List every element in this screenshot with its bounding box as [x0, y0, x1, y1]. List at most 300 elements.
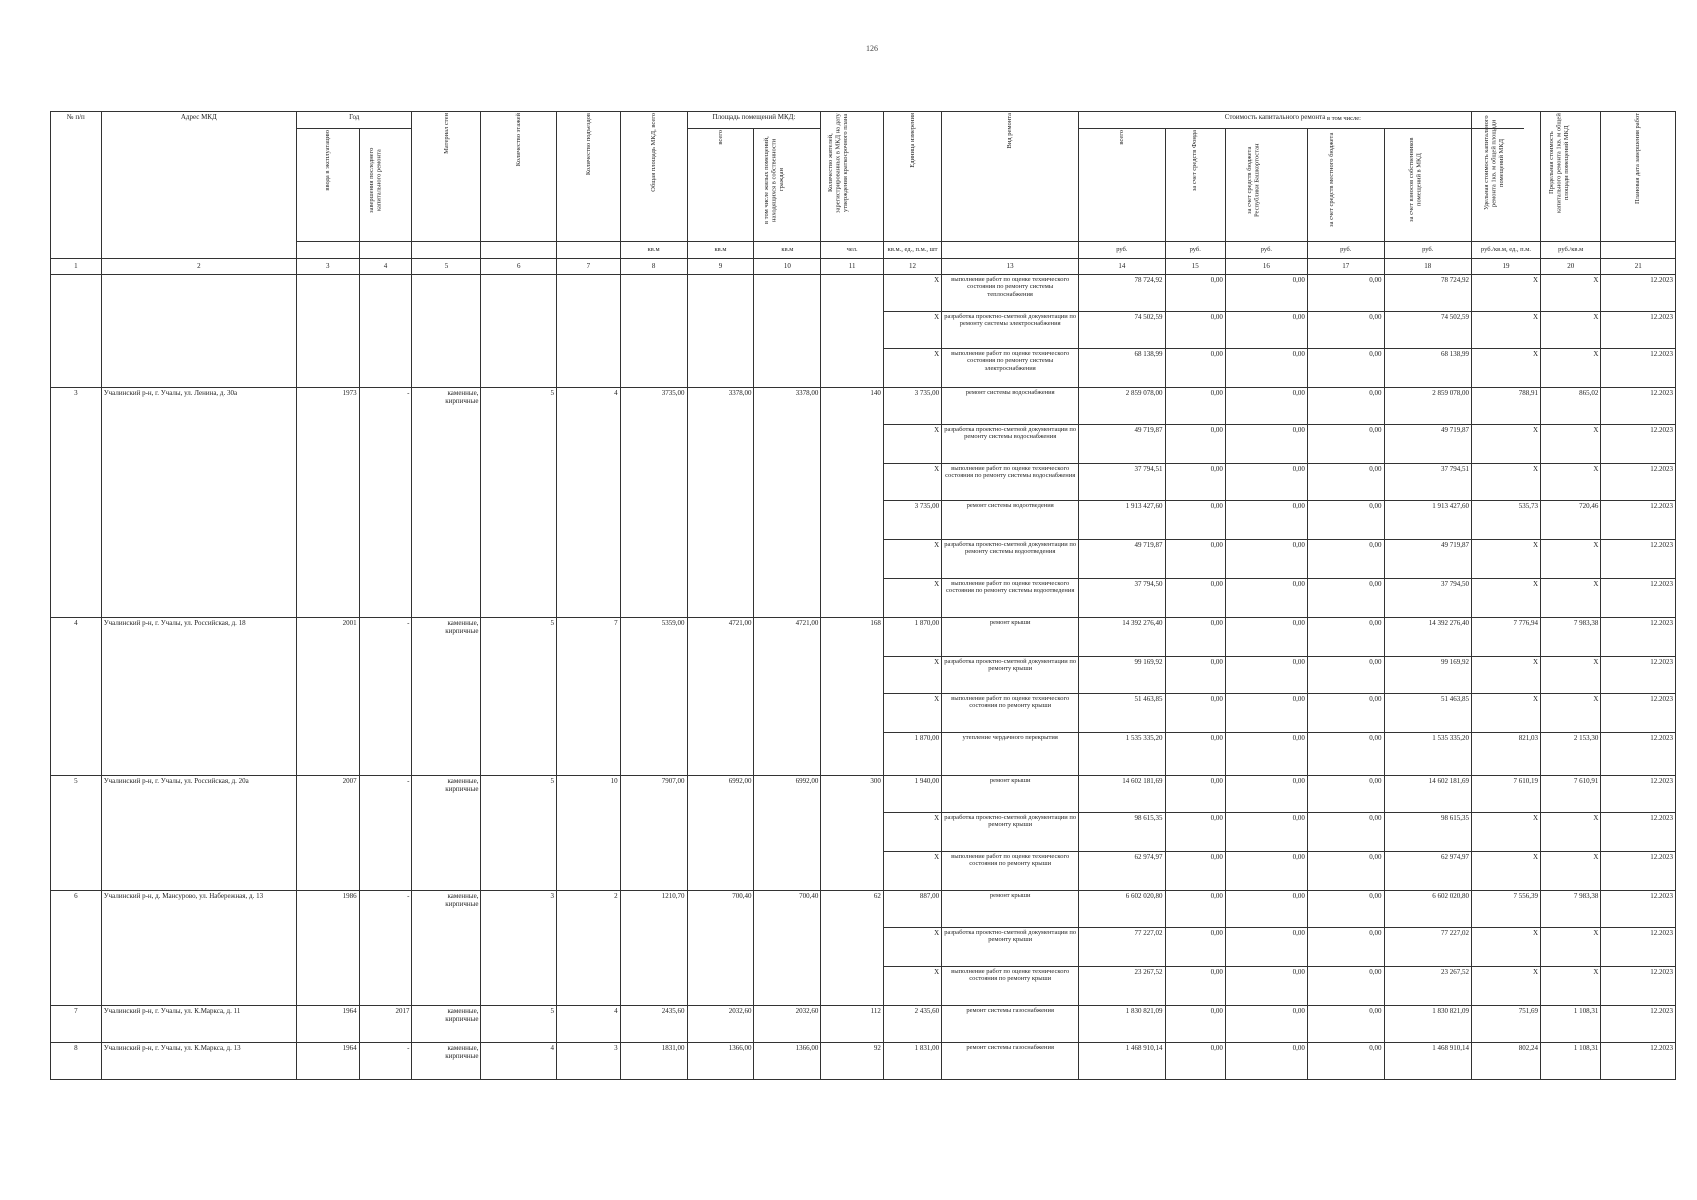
year-commission: 2001	[296, 618, 359, 776]
cost-fund: 0,00	[1165, 852, 1225, 891]
work-unit: X	[883, 349, 941, 388]
planned-date: 12.2023	[1601, 464, 1676, 501]
entrances: 4	[557, 1006, 621, 1043]
work-type: утепление чердачного перекрытия	[942, 733, 1079, 776]
residents: 62	[821, 891, 884, 1006]
limit-cost: X	[1541, 275, 1601, 312]
header-year: Год	[296, 112, 411, 129]
unit-cost: 7 556,39	[1471, 891, 1540, 928]
total-area: 3735,00	[620, 388, 687, 618]
cost-budget-local: 0,00	[1307, 657, 1384, 694]
cost-budget-rb: 0,00	[1225, 733, 1307, 776]
residents: 112	[821, 1006, 884, 1043]
unit-cell: чел.	[821, 242, 884, 259]
column-numbers-row	[51, 259, 1676, 275]
cost-total: 23 267,52	[1079, 967, 1165, 1006]
cost-fund: 0,00	[1165, 813, 1225, 852]
house-address: Учалинский р-н, г. Учалы, ул. Российская, д. 18	[101, 618, 296, 776]
capital-repair-table	[50, 111, 1676, 1080]
total-area: 7907,00	[620, 776, 687, 891]
entrances: 10	[557, 776, 621, 891]
cost-total: 1 535 335,20	[1079, 733, 1165, 776]
premises-total	[687, 275, 754, 388]
wall-material	[412, 275, 481, 388]
cost-total: 37 794,51	[1079, 464, 1165, 501]
table-row	[51, 1006, 1676, 1043]
work-type: выполнение работ по оценке технического состояния по ремонту крыши	[942, 967, 1079, 1006]
cost-budget-local: 0,00	[1307, 813, 1384, 852]
table-header	[51, 112, 1676, 275]
limit-cost: X	[1541, 694, 1601, 733]
cost-budget-rb: 0,00	[1225, 540, 1307, 579]
work-type: выполнение работ по оценке технического состояния по ремонту системы теплоснабжения	[942, 275, 1079, 312]
planned-date: 12.2023	[1601, 694, 1676, 733]
unit-cell: руб.	[1079, 242, 1165, 259]
limit-cost: X	[1541, 657, 1601, 694]
planned-date: 12.2023	[1601, 1043, 1676, 1080]
limit-cost: X	[1541, 540, 1601, 579]
cost-total: 99 169,92	[1079, 657, 1165, 694]
unit-cost: X	[1471, 694, 1540, 733]
cost-total: 62 974,97	[1079, 852, 1165, 891]
limit-cost: 7 983,38	[1541, 618, 1601, 657]
cost-fund: 0,00	[1165, 425, 1225, 464]
floors: 5	[481, 776, 557, 891]
cost-owners: 49 719,87	[1384, 540, 1471, 579]
cost-total: 1 913 427,60	[1079, 501, 1165, 540]
work-type: разработка проектно-сметной документации по ремонту системы водоотведения	[942, 540, 1079, 579]
cost-budget-local: 0,00	[1307, 891, 1384, 928]
limit-cost: X	[1541, 425, 1601, 464]
cost-budget-local: 0,00	[1307, 425, 1384, 464]
limit-cost: X	[1541, 852, 1601, 891]
work-type: разработка проектно-сметной документации по ремонту крыши	[942, 657, 1079, 694]
cost-budget-rb: 0,00	[1225, 891, 1307, 928]
residents: 168	[821, 618, 884, 776]
column-number: 6	[481, 259, 557, 275]
table-row	[51, 891, 1676, 928]
column-number: 1	[51, 259, 102, 275]
column-number: 17	[1307, 259, 1384, 275]
cost-budget-local: 0,00	[1307, 579, 1384, 618]
house-address: Учалинский р-н, г. Учалы, ул. Российская, д. 20а	[101, 776, 296, 891]
work-unit: 1 870,00	[883, 618, 941, 657]
limit-cost: X	[1541, 464, 1601, 501]
floors: 4	[481, 1043, 557, 1080]
column-number: 7	[557, 259, 621, 275]
cost-total: 2 859 078,00	[1079, 388, 1165, 425]
planned-date: 12.2023	[1601, 349, 1676, 388]
cost-total: 1 830 821,09	[1079, 1006, 1165, 1043]
planned-date: 12.2023	[1601, 967, 1676, 1006]
premises-total: 2032,60	[687, 1006, 754, 1043]
cost-budget-rb: 0,00	[1225, 349, 1307, 388]
work-type: разработка проектно-сметной документации по ремонту крыши	[942, 813, 1079, 852]
unit-cell: руб./кв.м, ед., п.м.	[1471, 242, 1540, 259]
house-num: 7	[51, 1006, 102, 1043]
unit-cost: 535,73	[1471, 501, 1540, 540]
premises-residential: 2032,60	[754, 1006, 821, 1043]
limit-cost: X	[1541, 579, 1601, 618]
cost-total: 14 602 181,69	[1079, 776, 1165, 813]
house-num: 6	[51, 891, 102, 1006]
column-number: 11	[821, 259, 884, 275]
residents: 92	[821, 1043, 884, 1080]
work-type: ремонт системы газоснабжения	[942, 1043, 1079, 1080]
header-residents: Количество жителей, зарегистрированных в МКД на дату утверждения краткосрочного плана	[821, 112, 884, 242]
planned-date: 12.2023	[1601, 776, 1676, 813]
cost-budget-rb: 0,00	[1225, 657, 1307, 694]
cost-budget-local: 0,00	[1307, 928, 1384, 967]
premises-residential: 3378,00	[754, 388, 821, 618]
unit-cost: 7 776,94	[1471, 618, 1540, 657]
entrances	[557, 275, 621, 388]
header-fund: в том числе: за счет средств Фонда	[1165, 129, 1225, 242]
cost-fund: 0,00	[1165, 1043, 1225, 1080]
header-cost: Стоимость капитального ремонта	[1079, 112, 1472, 129]
cost-budget-rb: 0,00	[1225, 388, 1307, 425]
cost-budget-local: 0,00	[1307, 694, 1384, 733]
cost-owners: 74 502,59	[1384, 312, 1471, 349]
column-number: 19	[1471, 259, 1540, 275]
cost-fund: 0,00	[1165, 464, 1225, 501]
limit-cost: 7 983,38	[1541, 891, 1601, 928]
planned-date: 12.2023	[1601, 813, 1676, 852]
house-address	[101, 275, 296, 388]
residents: 300	[821, 776, 884, 891]
planned-date: 12.2023	[1601, 275, 1676, 312]
floors: 5	[481, 1006, 557, 1043]
cost-budget-local: 0,00	[1307, 388, 1384, 425]
total-area: 1210,70	[620, 891, 687, 1006]
cost-budget-local: 0,00	[1307, 540, 1384, 579]
wall-material: каменные, кирпичные	[412, 618, 481, 776]
cost-budget-local: 0,00	[1307, 733, 1384, 776]
cost-owners: 14 392 276,40	[1384, 618, 1471, 657]
work-type: выполнение работ по оценке технического состояния по ремонту системы водоотведения	[942, 579, 1079, 618]
cost-budget-rb: 0,00	[1225, 501, 1307, 540]
house-address: Учалинский р-н, г. Учалы, ул. Ленина, д. 30а	[101, 388, 296, 618]
year-last-repair: -	[359, 891, 412, 1006]
unit-cost: 802,24	[1471, 1043, 1540, 1080]
cost-budget-rb: 0,00	[1225, 464, 1307, 501]
year-last-repair: -	[359, 1043, 412, 1080]
cost-total: 98 615,35	[1079, 813, 1165, 852]
house-num	[51, 275, 102, 388]
cost-total: 68 138,99	[1079, 349, 1165, 388]
cost-budget-local: 0,00	[1307, 1043, 1384, 1080]
total-area	[620, 275, 687, 388]
year-commission	[296, 275, 359, 388]
year-commission: 1973	[296, 388, 359, 618]
cost-owners: 62 974,97	[1384, 852, 1471, 891]
planned-date: 12.2023	[1601, 425, 1676, 464]
header-num: № п/п	[51, 112, 102, 259]
wall-material: каменные, кирпичные	[412, 388, 481, 618]
limit-cost: X	[1541, 349, 1601, 388]
work-type: ремонт системы водоотведения	[942, 501, 1079, 540]
header-year-last-repair: завершения последнего капитального ремонта	[359, 129, 412, 242]
table-row	[51, 618, 1676, 657]
limit-cost: 1 108,31	[1541, 1006, 1601, 1043]
premises-residential: 6992,00	[754, 776, 821, 891]
cost-fund: 0,00	[1165, 501, 1225, 540]
header-budget-rb: за счет средств бюджета Республики Башкортостан	[1225, 129, 1307, 242]
cost-budget-rb: 0,00	[1225, 852, 1307, 891]
header-budget-local: за счет средств местного бюджета	[1307, 129, 1384, 242]
header-limit-cost: Предельная стоимость капитального ремонта 1кв. м общей площади помещений МКД	[1541, 112, 1601, 242]
work-type: разработка проектно-сметной документации по ремонту системы электроснабжения	[942, 312, 1079, 349]
cost-owners: 1 468 910,14	[1384, 1043, 1471, 1080]
header-wall-material: Материал стен	[412, 112, 481, 242]
limit-cost: X	[1541, 967, 1601, 1006]
house-address: Учалинский р-н, г. Учалы, ул. К.Маркса, д. 11	[101, 1006, 296, 1043]
premises-residential: 4721,00	[754, 618, 821, 776]
work-type: выполнение работ по оценке технического состояния по ремонту крыши	[942, 694, 1079, 733]
wall-material: каменные, кирпичные	[412, 1043, 481, 1080]
planned-date: 12.2023	[1601, 928, 1676, 967]
premises-total: 4721,00	[687, 618, 754, 776]
work-unit: 887,00	[883, 891, 941, 928]
premises-residential	[754, 275, 821, 388]
work-unit: 3 735,00	[883, 501, 941, 540]
year-last-repair: -	[359, 776, 412, 891]
cost-budget-local: 0,00	[1307, 776, 1384, 813]
premises-total: 6992,00	[687, 776, 754, 891]
cost-budget-rb: 0,00	[1225, 776, 1307, 813]
column-number: 5	[412, 259, 481, 275]
unit-cost: X	[1471, 813, 1540, 852]
house-num: 8	[51, 1043, 102, 1080]
work-unit: 3 735,00	[883, 388, 941, 425]
work-type: ремонт крыши	[942, 776, 1079, 813]
column-number: 8	[620, 259, 687, 275]
unit-cell: руб.	[1384, 242, 1471, 259]
limit-cost: X	[1541, 312, 1601, 349]
floors: 3	[481, 891, 557, 1006]
header-work-type: Вид ремонта	[942, 112, 1079, 242]
cost-owners: 77 227,02	[1384, 928, 1471, 967]
column-number: 12	[883, 259, 941, 275]
cost-budget-local: 0,00	[1307, 967, 1384, 1006]
cost-fund: 0,00	[1165, 733, 1225, 776]
unit-cell: руб.	[1307, 242, 1384, 259]
header-year-commission: ввода в эксплуатацию	[296, 129, 359, 242]
premises-total: 3378,00	[687, 388, 754, 618]
cost-budget-rb: 0,00	[1225, 1043, 1307, 1080]
cost-budget-rb: 0,00	[1225, 967, 1307, 1006]
cost-budget-rb: 0,00	[1225, 813, 1307, 852]
cost-owners: 98 615,35	[1384, 813, 1471, 852]
table-body	[51, 275, 1676, 1080]
unit-cost: 751,69	[1471, 1006, 1540, 1043]
limit-cost: 720,46	[1541, 501, 1601, 540]
unit-cost: 821,03	[1471, 733, 1540, 776]
planned-date: 12.2023	[1601, 388, 1676, 425]
work-unit: 1 870,00	[883, 733, 941, 776]
unit-cell: кв.м., ед., п.м., шт	[883, 242, 941, 259]
planned-date: 12.2023	[1601, 1006, 1676, 1043]
cost-total: 77 227,02	[1079, 928, 1165, 967]
cost-budget-rb: 0,00	[1225, 618, 1307, 657]
entrances: 3	[557, 1043, 621, 1080]
house-num: 3	[51, 388, 102, 618]
year-commission: 1964	[296, 1006, 359, 1043]
cost-budget-rb: 0,00	[1225, 312, 1307, 349]
work-unit: X	[883, 657, 941, 694]
cost-budget-local: 0,00	[1307, 501, 1384, 540]
work-unit: 2 435,60	[883, 1006, 941, 1043]
planned-date: 12.2023	[1601, 657, 1676, 694]
cost-fund: 0,00	[1165, 540, 1225, 579]
limit-cost: X	[1541, 928, 1601, 967]
unit-cost: 788,91	[1471, 388, 1540, 425]
work-unit: X	[883, 312, 941, 349]
floors: 5	[481, 388, 557, 618]
unit-cell: руб.	[1225, 242, 1307, 259]
cost-owners: 2 859 078,00	[1384, 388, 1471, 425]
unit-cost: X	[1471, 425, 1540, 464]
column-number: 9	[687, 259, 754, 275]
cost-total: 14 392 276,40	[1079, 618, 1165, 657]
unit-cost: 7 610,19	[1471, 776, 1540, 813]
header-entrances: Количество подъездов	[557, 112, 621, 242]
cost-total: 1 468 910,14	[1079, 1043, 1165, 1080]
cost-budget-rb: 0,00	[1225, 928, 1307, 967]
cost-fund: 0,00	[1165, 1006, 1225, 1043]
table-row	[51, 275, 1676, 312]
unit-cell: кв.м	[754, 242, 821, 259]
cost-owners: 78 724,92	[1384, 275, 1471, 312]
column-number: 14	[1079, 259, 1165, 275]
wall-material: каменные, кирпичные	[412, 891, 481, 1006]
entrances: 4	[557, 388, 621, 618]
work-unit: X	[883, 464, 941, 501]
cost-owners: 23 267,52	[1384, 967, 1471, 1006]
cost-fund: 0,00	[1165, 891, 1225, 928]
cost-total: 6 602 020,80	[1079, 891, 1165, 928]
house-num: 4	[51, 618, 102, 776]
wall-material: каменные, кирпичные	[412, 1006, 481, 1043]
wall-material: каменные, кирпичные	[412, 776, 481, 891]
cost-budget-local: 0,00	[1307, 464, 1384, 501]
cost-fund: 0,00	[1165, 349, 1225, 388]
year-last-repair	[359, 275, 412, 388]
unit-cost: X	[1471, 852, 1540, 891]
table-row	[51, 776, 1676, 813]
cost-budget-rb: 0,00	[1225, 579, 1307, 618]
cost-budget-rb: 0,00	[1225, 1006, 1307, 1043]
column-number: 20	[1541, 259, 1601, 275]
work-type: разработка проектно-сметной документации по ремонту крыши	[942, 928, 1079, 967]
unit-cost: X	[1471, 540, 1540, 579]
planned-date: 12.2023	[1601, 852, 1676, 891]
work-unit: X	[883, 275, 941, 312]
total-area: 2435,60	[620, 1006, 687, 1043]
header-cost-total: всего	[1079, 129, 1165, 242]
work-unit: X	[883, 579, 941, 618]
header-unit: Единица измерения	[883, 112, 941, 242]
cost-fund: 0,00	[1165, 967, 1225, 1006]
limit-cost: 2 153,30	[1541, 733, 1601, 776]
unit-cost: X	[1471, 579, 1540, 618]
cost-owners: 37 794,51	[1384, 464, 1471, 501]
cost-owners: 51 463,85	[1384, 694, 1471, 733]
work-unit: X	[883, 540, 941, 579]
cost-fund: 0,00	[1165, 618, 1225, 657]
work-unit: X	[883, 967, 941, 1006]
column-number: 4	[359, 259, 412, 275]
cost-owners: 6 602 020,80	[1384, 891, 1471, 928]
cost-owners: 68 138,99	[1384, 349, 1471, 388]
work-type: выполнение работ по оценке технического состояния по ремонту системы водоснабжения	[942, 464, 1079, 501]
work-type: ремонт крыши	[942, 618, 1079, 657]
column-number: 13	[942, 259, 1079, 275]
premises-residential: 700,40	[754, 891, 821, 1006]
header-unit-cost: Удельная стоимость капитального ремонта 1кв. м общей площади помещений МКД	[1471, 112, 1540, 242]
planned-date: 12.2023	[1601, 579, 1676, 618]
unit-cell: кв.м	[687, 242, 754, 259]
entrances: 7	[557, 618, 621, 776]
column-number: 2	[101, 259, 296, 275]
cost-fund: 0,00	[1165, 388, 1225, 425]
cost-owners: 99 169,92	[1384, 657, 1471, 694]
planned-date: 12.2023	[1601, 891, 1676, 928]
page-number: 126	[866, 44, 878, 53]
house-address: Учалинский р-н, г. Учалы, ул. К.Маркса, д. 13	[101, 1043, 296, 1080]
cost-fund: 0,00	[1165, 275, 1225, 312]
work-type: ремонт крыши	[942, 891, 1079, 928]
unit-cost: X	[1471, 967, 1540, 1006]
cost-budget-rb: 0,00	[1225, 275, 1307, 312]
unit-cost: X	[1471, 464, 1540, 501]
header-premises-total: всего	[687, 129, 754, 242]
cost-total: 51 463,85	[1079, 694, 1165, 733]
cost-owners: 1 913 427,60	[1384, 501, 1471, 540]
premises-total: 1366,00	[687, 1043, 754, 1080]
unit-cost: X	[1471, 657, 1540, 694]
cost-total: 49 719,87	[1079, 540, 1165, 579]
floors: 5	[481, 618, 557, 776]
header-premises-area: Площадь помещений МКД:	[687, 112, 821, 129]
work-unit: X	[883, 813, 941, 852]
work-type: ремонт системы газоснабжения	[942, 1006, 1079, 1043]
cost-total: 74 502,59	[1079, 312, 1165, 349]
cost-total: 37 794,50	[1079, 579, 1165, 618]
residents	[821, 275, 884, 388]
cost-fund: 0,00	[1165, 928, 1225, 967]
unit-cell: кв.м	[620, 242, 687, 259]
unit-cell: руб./кв.м	[1541, 242, 1601, 259]
planned-date: 12.2023	[1601, 618, 1676, 657]
cost-budget-local: 0,00	[1307, 349, 1384, 388]
unit-cost: X	[1471, 349, 1540, 388]
unit-cost: X	[1471, 312, 1540, 349]
work-unit: X	[883, 694, 941, 733]
header-floors: Количество этажей	[481, 112, 557, 242]
cost-owners: 1 830 821,09	[1384, 1006, 1471, 1043]
cost-total: 78 724,92	[1079, 275, 1165, 312]
work-unit: X	[883, 425, 941, 464]
cost-owners: 49 719,87	[1384, 425, 1471, 464]
work-unit: X	[883, 928, 941, 967]
column-number: 15	[1165, 259, 1225, 275]
limit-cost: 7 610,91	[1541, 776, 1601, 813]
column-number: 16	[1225, 259, 1307, 275]
cost-budget-local: 0,00	[1307, 275, 1384, 312]
year-last-repair: -	[359, 618, 412, 776]
column-number: 10	[754, 259, 821, 275]
